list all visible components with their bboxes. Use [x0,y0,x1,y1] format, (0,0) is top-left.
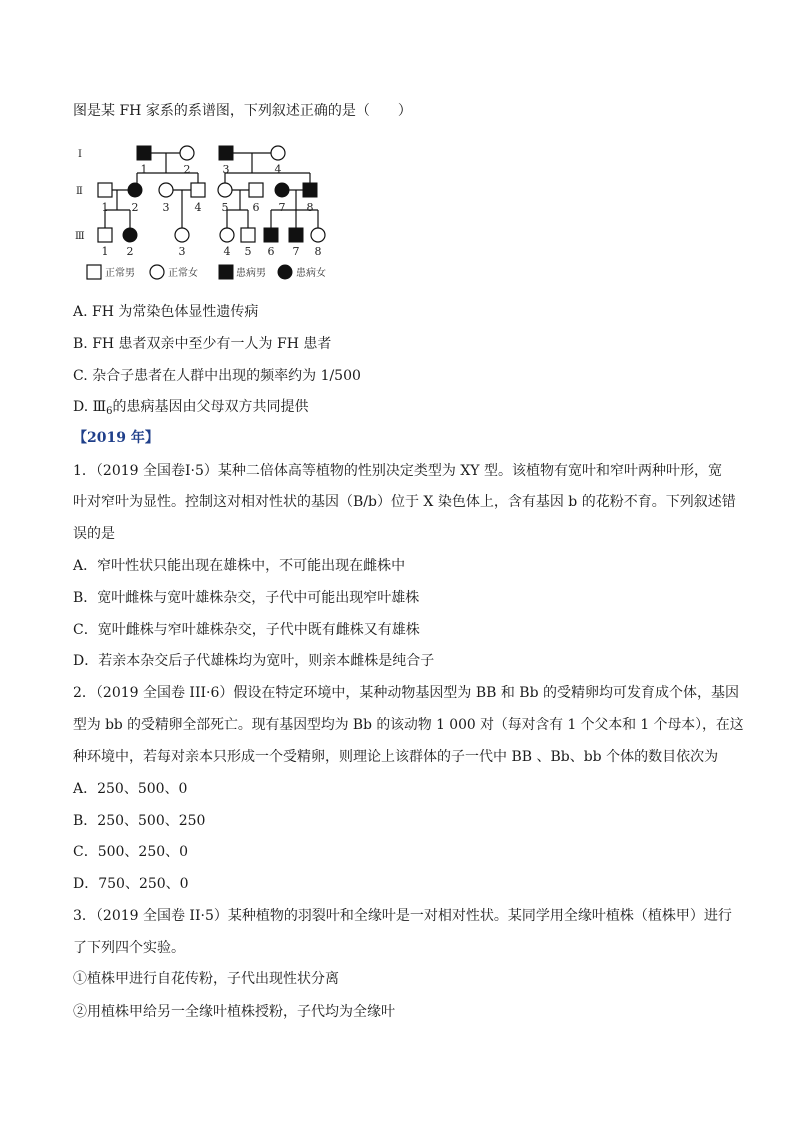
gen2-number: 4 [194,201,202,214]
gen2-individual-1 [98,183,112,197]
gen1-individual-2 [180,146,194,160]
gen2-individual-8 [303,183,317,197]
q2-option-d: D．750、250、0 [73,876,189,892]
q2-option-c: C．500、250、0 [73,844,189,860]
gen3-number: 8 [314,245,322,258]
q3-experiment-1: ①植株甲进行自花传粉，子代出现性状分离 [73,971,339,987]
gen3-individual-2 [123,228,137,242]
gen2-number: 6 [252,201,260,214]
q1-option-d: D．若亲本杂交后子代雄株均为宽叶，则亲本雌株是纯合子 [73,653,435,669]
gen2-individual-6 [249,183,263,197]
q1-stem-line3: 误的是 [73,526,115,542]
gen3-number: 7 [292,245,300,258]
gen3-number: 3 [178,245,186,258]
q3-stem-line1: 3．（2019 全国卷 II·5）某种植物的羽裂叶和全缘叶是一对相对性状。某同学用全缘叶植株（植株甲）进行 [73,908,732,924]
option-c: C. 杂合子患者在人群中出现的频率约为 1/500 [73,368,361,384]
gen2-individual-4 [191,183,205,197]
q2-stem-line3: 种环境中，若每对亲本只形成一个受精卵，则理论上该群体的子一代中 BB 、Bb、bb 个体的数目依次为 [73,749,719,765]
q2-option-a: A．250、500、0 [73,781,188,797]
pedigree-chart [70,138,370,288]
gen1-number: 3 [222,163,230,176]
legend-affected-female-icon [278,265,292,279]
gen2-individual-5 [218,183,232,197]
gen1-individual-1 [137,146,151,160]
q3-experiment-2: ②用植株甲给另一全缘叶植株授粉，子代均为全缘叶 [73,1004,395,1020]
q1-option-b: B．宽叶雌株与宽叶雄株杂交，子代中可能出现窄叶雄株 [73,590,420,606]
gen2-number: 7 [278,201,286,214]
gen2-individual-7 [275,183,289,197]
option-d-subscript: 6 [106,406,113,417]
legend-affected-female-label: 患病女 [296,268,326,279]
legend-affected-male-label: 患病男 [236,268,266,279]
gen2-individual-2 [128,183,142,197]
gen1-number: 2 [183,163,191,176]
option-d [73,397,309,422]
gen3-individual-1 [98,228,112,242]
pedigree-legend [87,265,326,279]
question-intro: 图是某 FH 家系的系谱图，下列叙述正确的是（ ） [73,103,412,119]
gen1-number: 4 [274,163,282,176]
q2-stem-line1: 2．（2019 全国卷 III·6）假设在特定环境中，某种动物基因型为 BB 和 Bb 的受精卵均可发育成个体，基因 [73,685,740,701]
legend-normal-male-label: 正常男 [105,268,135,279]
gen3-number: 4 [223,245,231,258]
gen3-individual-8 [311,228,325,242]
q2-stem-line2: 型为 bb 的受精卵全部死亡。现有基因型均为 Bb 的该动物 1 000 对（每对含有 1 个父本和 1 个母本），在这 [73,717,744,733]
gen3-individual-3 [175,228,189,242]
gen2-number: 8 [306,201,314,214]
gen1-individual-3 [219,146,233,160]
legend-normal-female-icon [150,265,164,279]
gen3-number: 6 [267,245,275,258]
gen3-individual-7 [289,228,303,242]
q2-option-b: B．250、500、250 [73,813,206,829]
gen2-number: 2 [131,201,139,214]
gen3-number: 1 [101,245,109,258]
section-heading: 【2019 年】 [73,430,159,446]
legend-normal-female-label: 正常女 [168,268,198,279]
legend-normal-male-icon [87,265,101,279]
q3-stem-line2: 了下列四个实验。 [73,940,185,956]
legend-affected-male-icon [219,265,233,279]
gen2-number: 5 [221,201,229,214]
gen2-number: 1 [101,201,109,214]
gen2-individual-3 [159,183,173,197]
gen3-individual-4 [220,228,234,242]
q1-stem-line2: 叶对窄叶为显性。控制这对相对性状的基因（B/b）位于 X 染色体上，含有基因 b 的花粉不育。下列叙述错 [73,494,736,510]
gen2-number: 3 [162,201,170,214]
gen3-individual-5 [241,228,255,242]
gen-label-1: Ⅰ [78,149,82,160]
gen3-individual-6 [264,228,278,242]
gen3-number: 5 [244,245,252,258]
gen-label-3: Ⅲ [75,231,85,242]
option-d-suffix: 的患病基因由父母双方共同提供 [112,399,309,415]
q1-stem-line1: 1．（2019 全国卷Ⅰ·5）某种二倍体高等植物的性别决定类型为 XY 型。该植物有宽叶和窄叶两种叶形，宽 [73,463,722,479]
gen3-number: 2 [126,245,134,258]
q1-option-c: C．宽叶雌株与窄叶雄株杂交，子代中既有雌株又有雄株 [73,622,420,638]
gen1-number: 1 [140,163,148,176]
option-a: A. FH 为常染色体显性遗传病 [73,304,259,320]
q1-option-a: A．窄叶性状只能出现在雄株中，不可能出现在雌株中 [73,558,406,574]
gen-label-2: Ⅱ [76,186,83,197]
option-d-prefix: D. Ⅲ [73,399,107,415]
option-b: B. FH 患者双亲中至少有一人为 FH 患者 [73,336,332,352]
gen1-individual-4 [271,146,285,160]
